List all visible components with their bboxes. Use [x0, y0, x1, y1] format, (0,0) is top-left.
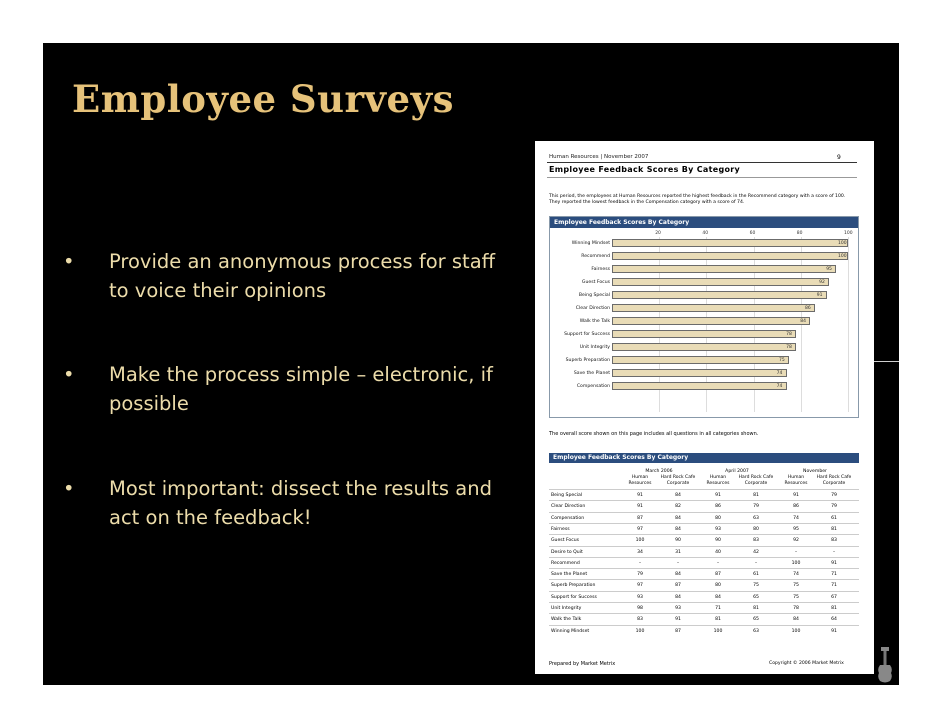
table-cell: 74: [793, 515, 799, 521]
column-header: Hard Rock Cafe Corporate: [816, 475, 852, 486]
report-title: Employee Feedback Scores By Category: [549, 165, 741, 174]
table-cell: 86: [715, 504, 721, 510]
row-label: Guest Focus: [551, 538, 580, 544]
table-cell: 84: [675, 526, 681, 532]
table-cell: 84: [715, 594, 721, 600]
report-header: Human Resources | November 2007: [549, 154, 649, 160]
table-cell: 98: [637, 606, 643, 611]
table-cell: 82: [675, 504, 681, 510]
table-cell: 91: [637, 504, 643, 510]
page-number: 9: [837, 154, 841, 161]
bar-value-label: 78: [786, 345, 792, 350]
bar-value-label: 78: [786, 332, 792, 337]
bar: [612, 356, 789, 364]
table-cell: 93: [675, 606, 681, 611]
table-row: [549, 579, 859, 590]
bar-value-label: 75: [779, 358, 785, 363]
table-cell: 64: [831, 617, 837, 623]
table-cell: 80: [715, 583, 721, 589]
table-cell: 80: [753, 526, 759, 532]
table-cell: 71: [715, 606, 721, 611]
table-row: [549, 591, 859, 602]
column-header: Human Resources: [706, 475, 730, 486]
table-row: [549, 512, 859, 523]
table-cell: 90: [715, 538, 721, 544]
row-label: Superb Preparation: [551, 583, 596, 589]
bar-category-label: Superb Preparation: [565, 358, 610, 363]
column-header: Human Resources: [784, 475, 808, 486]
table-cell: 97: [637, 583, 643, 589]
row-label: Recommend: [551, 560, 580, 566]
row-label: Desire to Quit: [551, 549, 583, 555]
bar-category-label: Being Special: [578, 293, 610, 298]
table-cell: 86: [793, 504, 799, 510]
bar-value-label: 100: [838, 254, 847, 259]
table-cell: 100: [713, 628, 723, 634]
table-cell: 79: [637, 572, 643, 578]
table-cell: 87: [715, 572, 721, 578]
table-row: [549, 602, 859, 613]
bar-value-label: 74: [776, 371, 783, 376]
bar-category-label: Guest Focus: [581, 280, 610, 285]
table-cell: 100: [791, 560, 801, 566]
table-cell: 79: [753, 504, 759, 510]
tick-label: 40: [702, 231, 709, 236]
scores-table: [549, 453, 859, 634]
bar-value-label: 100: [838, 241, 847, 246]
table-row: [549, 568, 859, 579]
table-cell: 81: [831, 606, 837, 611]
bar: [612, 317, 810, 325]
bar-value-label: 92: [819, 280, 825, 285]
tick-label: 60: [749, 231, 756, 236]
row-label: Unit Integrity: [551, 606, 582, 611]
title-rule: [547, 177, 857, 178]
bar-chart: [549, 216, 859, 418]
table-cell: 84: [675, 515, 681, 521]
table-cell: 92: [793, 538, 799, 544]
tick-label: 20: [655, 231, 661, 236]
report-footer: Prepared by Market Metrix: [549, 661, 616, 667]
column-header: Hard Rock Cafe Corporate: [660, 475, 696, 486]
row-label: Fairness: [551, 526, 570, 532]
table-row: [549, 625, 859, 636]
bar-value-label: 84: [800, 319, 806, 324]
table-cell: 81: [753, 493, 759, 498]
period-label: March 2006: [645, 469, 673, 474]
table-cell: 80: [715, 515, 721, 521]
table-cell: 84: [675, 594, 681, 600]
table-cell: 87: [675, 583, 681, 589]
table-cell: 93: [715, 526, 721, 532]
table-cell: –: [832, 549, 836, 555]
table-row: [549, 489, 859, 500]
column-header: Hard Rock Cafe Corporate: [738, 475, 774, 486]
bar-value-label: 86: [804, 306, 811, 311]
table-cell: 34: [637, 549, 643, 555]
report-page: [535, 141, 874, 674]
row-label: Walk the Talk: [551, 617, 582, 623]
table-cell: 100: [635, 628, 645, 634]
table-cell: 71: [831, 572, 837, 578]
table-cell: 79: [831, 504, 837, 510]
table-cell: 91: [675, 617, 681, 623]
table-cell: 81: [753, 606, 759, 611]
table-cell: 84: [793, 617, 799, 623]
table-cell: 63: [753, 515, 759, 521]
table-cell: 61: [831, 515, 837, 521]
table-row: [549, 500, 859, 511]
table-cell: 91: [637, 493, 643, 498]
table-cell: 83: [831, 538, 837, 544]
table-cell: 75: [793, 583, 799, 589]
table-cell: 81: [831, 526, 837, 532]
table-cell: –: [716, 560, 720, 566]
bar-category-label: Unit Integrity: [579, 345, 610, 350]
header-rule: [547, 162, 857, 163]
bullet-dot: •: [63, 363, 75, 386]
table-cell: 100: [635, 538, 645, 544]
table-cell: 67: [831, 594, 837, 600]
table-cell: 83: [753, 538, 759, 544]
table-cell: 91: [793, 493, 799, 498]
bar: [612, 304, 815, 312]
period-label: April 2007: [725, 469, 749, 474]
table-cell: –: [754, 560, 758, 566]
table-cell: 91: [831, 628, 837, 634]
bar-category-label: Support for Success: [564, 332, 610, 337]
table-row: [549, 613, 859, 624]
slide: [43, 43, 899, 685]
table-cell: 40: [715, 549, 721, 555]
table-cell: 100: [791, 628, 801, 634]
tick-label: 80: [796, 231, 803, 236]
bar-category-label: Compensation: [576, 384, 610, 389]
period-label: November: [803, 469, 827, 474]
table-cell: 95: [793, 526, 799, 532]
bar-value-label: 91: [816, 293, 823, 298]
slide-title: Employee Surveys: [72, 77, 454, 121]
bullet-text: Provide an anonymous process for staff to voice their opinions: [109, 250, 496, 302]
table-cell: 93: [637, 594, 643, 600]
bar: [612, 265, 836, 273]
bar-value-label: 95: [826, 267, 832, 272]
table-cell: 75: [753, 583, 759, 589]
bar: [612, 330, 796, 338]
table-cell: 83: [637, 617, 643, 623]
table-cell: 71: [831, 583, 837, 589]
table-row: [549, 523, 859, 534]
bar-category-label: Save the Planet: [573, 371, 610, 376]
bar-category-label: Recommend: [581, 254, 610, 259]
table-cell: –: [638, 560, 642, 566]
bar-category-label: Clear Direction: [575, 306, 610, 311]
report-intro: This period, the employees at Human Resources reported the highest feedback in the Recommend category with a score of 100. They reported the lowest feedback in the Compensation category with a score of 74.: [549, 194, 846, 205]
grid-line: [848, 237, 849, 412]
table-row: [549, 557, 859, 568]
row-label: Clear Direction: [551, 504, 586, 510]
bullet-text: Most important: dissect the results and act on the feedback!: [109, 477, 492, 529]
bar: [612, 369, 787, 377]
table-cell: 65: [753, 617, 759, 623]
table-cell: 42: [753, 549, 759, 555]
table-cell: 84: [675, 572, 681, 578]
table-cell: 61: [753, 572, 759, 578]
table-cell: –: [794, 549, 798, 555]
bullet-dot: •: [63, 250, 75, 273]
table-cell: 87: [637, 515, 643, 521]
table-cell: 87: [675, 628, 681, 634]
table-cell: 91: [831, 560, 837, 566]
table-cell: –: [676, 560, 680, 566]
bullet-text: Make the process simple – electronic, if possible: [109, 363, 493, 415]
bar: [612, 343, 796, 351]
bullet-dot: •: [63, 477, 75, 500]
bar: [612, 291, 827, 299]
table-cell: 79: [831, 493, 837, 498]
bar: [612, 239, 848, 247]
table-cell: 84: [675, 493, 681, 498]
table-cell: 65: [753, 594, 759, 600]
table-cell: 90: [675, 538, 681, 544]
guitar-icon: [875, 647, 895, 683]
bar-value-label: 74: [776, 384, 783, 389]
table-cell: 74: [793, 572, 799, 578]
bar-category-label: Winning Mindset: [571, 241, 610, 246]
bar: [612, 278, 829, 286]
overall-note: The overall score shown on this page includes all questions in all categories shown.: [549, 431, 759, 437]
bar: [612, 252, 848, 260]
report-copyright: Copyright © 2006 Market Metrix: [769, 661, 844, 666]
table-row: [549, 546, 859, 557]
table-cell: 81: [715, 617, 721, 623]
table-row: [549, 534, 859, 545]
bar-chart-title: Employee Feedback Scores By Category: [550, 217, 858, 228]
row-label: Being Special: [551, 493, 583, 498]
bar-category-label: Fairness: [591, 267, 610, 272]
column-header: Human Resources: [628, 475, 652, 486]
bar-category-label: Walk the Talk: [579, 319, 610, 324]
tick-label: 100: [844, 231, 853, 236]
row-label: Support for Success: [551, 594, 597, 600]
table-cell: 78: [793, 606, 799, 611]
row-label: Winning Mindset: [551, 628, 590, 634]
table-cell: 31: [675, 549, 681, 555]
row-label: Save the Planet: [551, 572, 588, 578]
table-title: Employee Feedback Scores By Category: [549, 453, 859, 463]
table-cell: 97: [637, 526, 643, 532]
table-cell: 63: [753, 628, 759, 634]
table-cell: 75: [793, 594, 799, 600]
table-cell: 91: [715, 493, 721, 498]
bar: [612, 382, 787, 390]
row-label: Compensation: [551, 515, 585, 521]
